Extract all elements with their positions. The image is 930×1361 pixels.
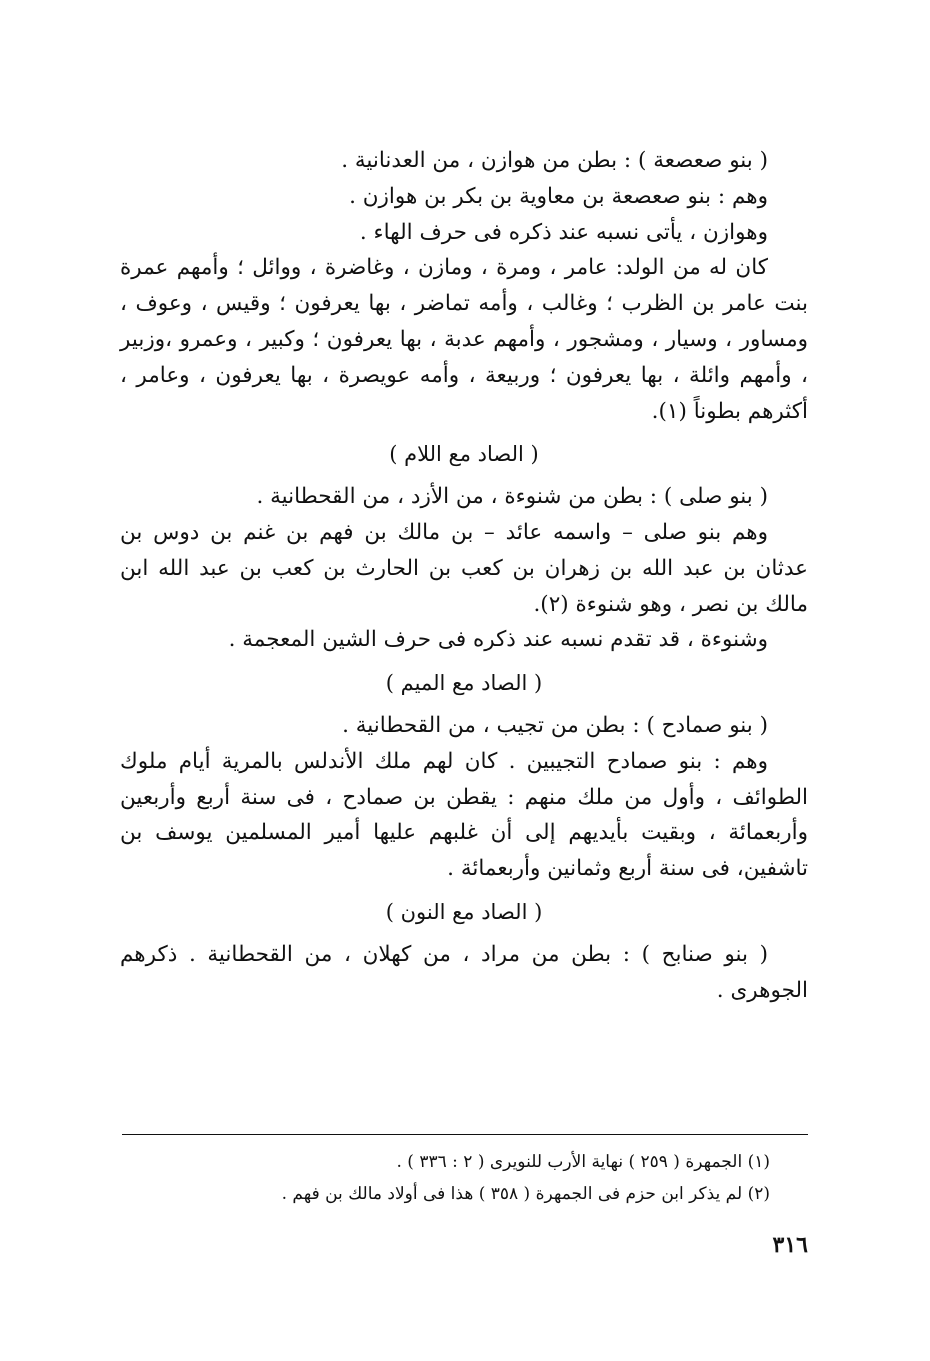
children-paragraph: كان له من الولد: عامر ، ومرة ، ومازن ، وغاضرة ، ووائل ؛ وأمهم عمرة بنت عامر بن الظرب ؛ وغالب ، وأمه تماضر ، بها يعرفون ؛ وقيس ، وعوف ، ومساور ، وسيار ، ومشجور ، وأمهم عدبة ، بها يعرفون ؛ وكبير ، وعمرو ،وزبير ، وأمهم وائلة ، بها يعرفون ؛ وربيعة ، وأمه عويصرة ، بها يعرفون ، وعامر ، أكثرهم بطوناً (١). [120,255,808,424]
entry-banu-saasaa: ( بنو صعصعة ) : بطن من هوازن ، من العدنانية . [341,148,768,173]
entry-banu-sala: ( بنو صلى ) : بطن من شنوءة ، من الأزد ، من القحطانية . [256,484,768,510]
main-text [120,143,808,1008]
entry-banu-sumadih: ( بنو صمادح ) : بطن من تجيب ، من القحطانية . [342,712,768,738]
section-heading-mim: ( الصاد مع الميم ) [385,671,543,696]
footnote-divider [122,1134,808,1135]
section-heading-nun: ( الصاد مع النون ) [385,899,543,924]
footnote-2: (٢) لم يذكر ابن حزم فى الجمهرة ( ٣٥٨ ) هذا فى أولاد مالك بن فهم . [281,1184,770,1204]
history-paragraph: وهم : بنو صمادح التجيبين . كان لهم ملك الأندلس بالمرية أيام ملوك الطوائف ، وأول من ملك منهم : يقطن بن صمادح ، فى سنة أربع وأربعين وأربعمائة ، وبقيت بأيديهم إلى أن غلبهم عليها أمير المسلمين يوسف بن تاشفين، فى سنة أربع وثمانين وأربعمائة . [120,748,808,882]
footnote-1: (١) الجمهرة ( ٢٥٩ ) نهاية الأرب للنويرى ( ٢ : ٣٣٦ ) . [396,1152,770,1172]
page-number: ٣١٦ [772,1232,808,1258]
entry-banu-sunabih: ( بنو صنابح ) : بطن من مراد ، من كهلان ، من القحطانية . ذكرهم الجوهرى . [120,941,808,1003]
reference-sentence: وشنوءة ، قد تقدم نسبه عند ذكره فى حرف الشين المعجمة . [228,627,768,653]
lineage-sentence: وهم : بنو صعصعة بن معاوية بن بكر بن هوازن . [349,183,768,209]
lineage-paragraph: وهم بنو صلى – واسمه عائد – بن مالك بن فهم بن غنم بن دوس بن عدثان بن عبد الله بن زهران بن كعب بن الحارث بن كعب بن عبد الله ابن مالك بن نصر ، وهو شنوءة (٢). [120,519,808,617]
reference-sentence: وهوازن ، يأتى نسبه عند ذكره فى حرف الهاء . [359,219,768,245]
footnotes [150,1146,770,1210]
section-heading-lam: ( الصاد مع اللام ) [389,442,539,467]
